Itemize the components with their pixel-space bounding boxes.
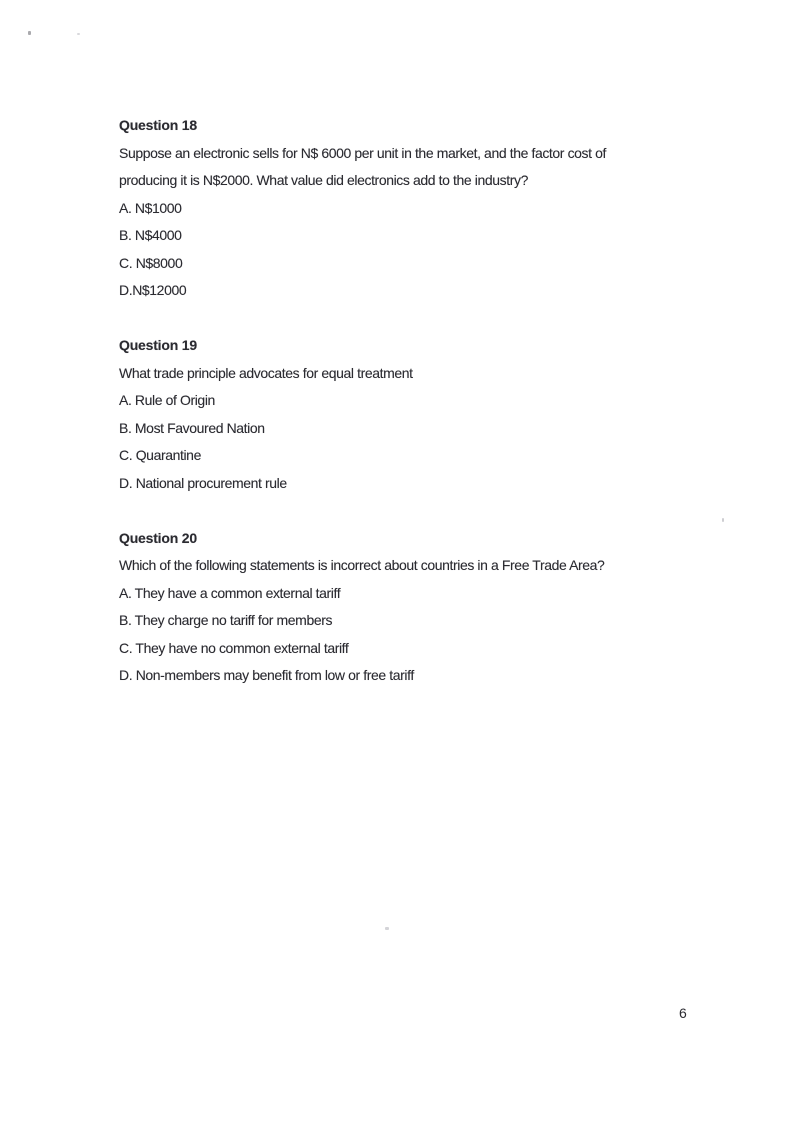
answer-option-d: D. Non-members may benefit from low or free tariff xyxy=(119,667,414,683)
page-number: 6 xyxy=(679,1005,687,1021)
answer-option-a: A. Rule of Origin xyxy=(119,392,215,408)
answer-option-d: D.N$12000 xyxy=(119,282,187,298)
scan-artifact xyxy=(385,927,389,930)
answer-option-c: C. N$8000 xyxy=(119,254,183,271)
question-title: Question 18 xyxy=(119,117,197,133)
scan-artifact xyxy=(722,518,724,522)
question-block-18 xyxy=(119,112,719,305)
answer-option-b: B. They charge no tariff for members xyxy=(119,612,333,628)
question-body-line: What trade principle advocates for equal treatment xyxy=(119,364,413,381)
answer-option-b: B. N$4000 xyxy=(119,227,182,243)
answer-option-c: C. They have no common external tariff xyxy=(119,639,349,656)
answer-option-a: A. N$1000 xyxy=(119,199,182,216)
question-body-line: Suppose an electronic sells for N$ 6000 per unit in the market, and the factor cost of xyxy=(119,144,607,161)
question-block-20 xyxy=(119,525,719,690)
scan-artifact xyxy=(28,31,31,35)
question-title: Question 20 xyxy=(119,529,197,546)
question-block-19 xyxy=(119,332,719,497)
answer-option-d: D. National procurement rule xyxy=(119,474,287,491)
question-body-line: Which of the following statements is incorrect about countries in a Free Trade Area? xyxy=(119,557,605,573)
question-body-line: producing it is N$2000. What value did electronics add to the industry? xyxy=(119,172,528,188)
answer-option-a: A. They have a common external tariff xyxy=(119,584,341,601)
question-title: Question 19 xyxy=(119,337,197,353)
page-content xyxy=(119,112,719,717)
answer-option-c: C. Quarantine xyxy=(119,447,201,463)
answer-option-b: B. Most Favoured Nation xyxy=(119,419,265,436)
scan-artifact xyxy=(77,33,80,35)
